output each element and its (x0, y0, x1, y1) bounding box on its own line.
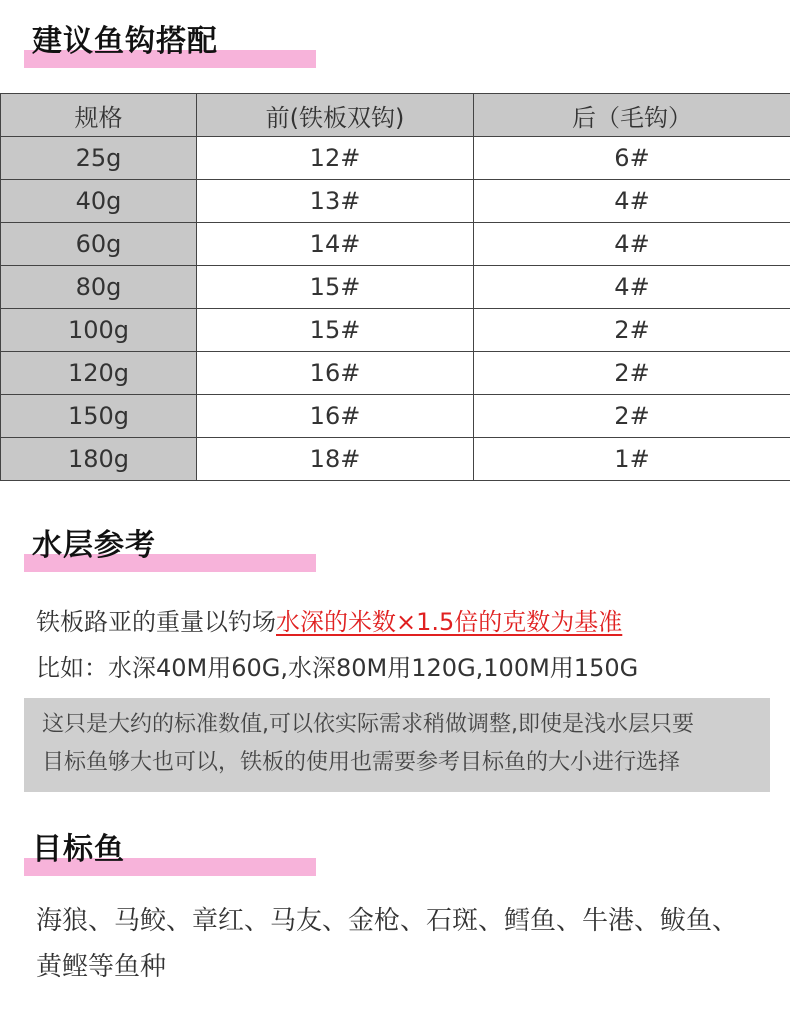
cell-weight: 60g (1, 223, 197, 266)
cell-front-hook: 12# (197, 137, 474, 180)
cell-weight: 120g (1, 352, 197, 395)
water-rule-prefix: 铁板路亚的重量以钓场 (36, 608, 276, 636)
cell-front-hook: 14# (197, 223, 474, 266)
cell-weight: 25g (1, 137, 197, 180)
note-line-2: 目标鱼够大也可以，铁板的使用也需要参考目标鱼的大小进行选择 (42, 750, 681, 775)
cell-weight: 150g (1, 395, 197, 438)
cell-rear-hook: 4# (474, 223, 790, 266)
cell-weight: 180g (1, 438, 197, 481)
table-row (1, 438, 790, 481)
cell-weight: 100g (1, 309, 197, 352)
target-fish-text: 海狼、马鲛、章红、马友、金枪、石斑、鳕鱼、牛港、鲅鱼、黄鲣等鱼种 (36, 906, 739, 982)
hooks-section-title (24, 22, 316, 68)
water-section-title (24, 526, 316, 572)
cell-rear-hook: 2# (474, 309, 790, 352)
table-row (1, 180, 790, 223)
cell-front-hook: 18# (197, 438, 474, 481)
table-header-row (1, 94, 790, 137)
table-row (1, 395, 790, 438)
cell-rear-hook: 2# (474, 352, 790, 395)
cell-front-hook: 13# (197, 180, 474, 223)
table-row (1, 137, 790, 180)
cell-front-hook: 15# (197, 309, 474, 352)
table-row (1, 352, 790, 395)
target-section-title (24, 830, 316, 876)
table-row (1, 309, 790, 352)
hook-table (0, 93, 790, 481)
water-rule-highlight: 水深的米数×1.5倍的克数为基准 (276, 608, 623, 636)
target-title-text: 目标鱼 (32, 832, 125, 867)
cell-rear-hook: 4# (474, 180, 790, 223)
table-row (1, 266, 790, 309)
table-row (1, 223, 790, 266)
cell-rear-hook: 1# (474, 438, 790, 481)
cell-weight: 80g (1, 266, 197, 309)
header-front-hook: 前(铁板双钩) (197, 94, 474, 137)
header-weight: 规格 (1, 94, 197, 137)
cell-front-hook: 15# (197, 266, 474, 309)
water-title-text: 水层参考 (32, 528, 156, 563)
hooks-title-text: 建议鱼钩搭配 (32, 24, 218, 59)
cell-front-hook: 16# (197, 395, 474, 438)
note-line-1: 这只是大约的标准数值,可以依实际需求稍做调整,即使是浅水层只要 (42, 712, 694, 737)
cell-front-hook: 16# (197, 352, 474, 395)
header-rear-hook: 后（毛钩） (474, 94, 790, 137)
water-example-text: 比如：水深40M用60G,水深80M用120G,100M用150G (36, 654, 639, 682)
cell-rear-hook: 4# (474, 266, 790, 309)
cell-weight: 40g (1, 180, 197, 223)
water-rule-text (36, 605, 622, 639)
note-box (24, 698, 770, 792)
cell-rear-hook: 2# (474, 395, 790, 438)
cell-rear-hook: 6# (474, 137, 790, 180)
